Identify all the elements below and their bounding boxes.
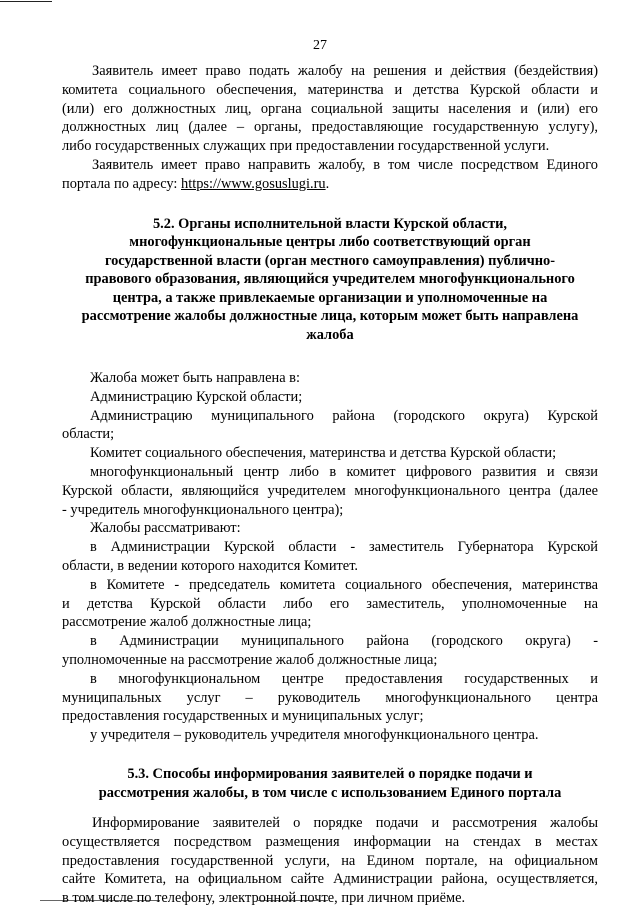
text-line: в том числе по телефону, электронной почте, при личном приёме. <box>62 890 466 907</box>
text-line: Заявитель имеет право направить жалобу, в том числе посредством Единого <box>92 156 598 173</box>
text-line: - учредитель многофункционального центра); <box>62 501 344 518</box>
text-line: Комитет социального обеспечения, материнства и детства Курской области; <box>90 445 557 462</box>
text-line: в Администрации Курской области - заместитель Губернатора Курской <box>90 539 598 556</box>
text-line: области, в ведении которого находится Комитет. <box>62 558 358 575</box>
text-line: Курской области, являющийся учредителем многофункционального центра (далее <box>62 482 598 499</box>
gosuslugi-link[interactable]: https://www.gosuslugi.ru <box>181 175 326 192</box>
text-line: в Администрации муниципального района (городского округа) - <box>90 633 598 650</box>
text-line: Администрацию Курской области; <box>90 388 303 405</box>
section-heading-5-3 <box>62 765 598 802</box>
text-line: (или) его должностных лиц, органа социальной защиты населения и (или) его <box>62 100 598 117</box>
heading-line: рассмотрение жалобы должностные лица, которым может быть направлена <box>81 308 579 325</box>
text-line: в многофункциональном центре предоставления государственных и <box>90 670 598 687</box>
heading-line: государственной власти (орган местного самоуправления) публично- <box>104 252 556 269</box>
text-line: Заявитель имеет право подать жалобу на решения и действия (бездействия) <box>92 63 598 79</box>
text-line: осуществляется посредством размещения информации на стендах в местах <box>62 833 598 850</box>
text-line: рассмотрение жалоб должностные лица; <box>62 614 312 631</box>
heading-line: рассмотрения жалобы, в том числе с использованием Единого портала <box>98 784 562 801</box>
text-line: в Комитете - председатель комитета социального обеспечения, материнства <box>90 576 598 593</box>
section-complaint-addressees <box>62 369 598 745</box>
text-line: области; <box>62 426 115 443</box>
heading-line: центра, а также привлекаемые организации и уполномоченные на <box>112 289 548 306</box>
text-line: Жалоба может быть направлена в: <box>90 370 300 387</box>
text-line: муниципальных услуг – руководитель многофункционального центра <box>62 689 598 706</box>
document-body <box>62 62 598 908</box>
text-line: многофункциональный центр либо в комитет цифрового развития и связи <box>90 464 598 481</box>
section-complaint-right <box>62 62 598 194</box>
text-line: Жалобы рассматривают: <box>90 520 241 537</box>
text-line: Администрацию муниципального района (городского округа) Курской <box>90 407 598 424</box>
text-line: комитета социального обеспечения, материнства и детства Курской области и <box>62 81 598 98</box>
scan-artifact-top <box>0 1 52 2</box>
heading-line: жалоба <box>306 326 354 343</box>
text-line: Информирование заявителей о порядке подачи и рассмотрения жалобы <box>92 815 598 832</box>
text-line: либо государственных служащих при предоставлении государственной услуги. <box>62 138 550 155</box>
heading-line: многофункциональные центры либо соответствующий орган <box>129 234 531 251</box>
text-line: предоставления государственных и муниципальных услуг; <box>62 708 424 725</box>
text-line: у учредителя – руководитель учредителя многофункционального центра. <box>90 727 539 744</box>
text-line: сайте Комитета, на официальном сайте Администрации района, осуществляется, <box>62 871 598 888</box>
page-number: 27 <box>313 38 327 53</box>
text-fragment: . <box>325 175 330 192</box>
heading-line: 5.2. Органы исполнительной власти Курской области, <box>152 215 508 232</box>
text-fragment: портала по адресу: <box>62 175 181 192</box>
heading-line: правового образования, являющийся учредителем многофункционального <box>85 271 575 288</box>
text-line: уполномоченные на рассмотрение жалоб должностные лица; <box>62 652 438 669</box>
text-line: предоставления государственной услуги, на Едином портале, на официальном <box>62 852 598 869</box>
section-heading-5-2 <box>62 215 598 345</box>
text-line: должностных лиц (далее – органы, предоставляющие государственную услугу), <box>62 119 598 136</box>
text-line: и детства Курской области либо его заместитель, уполномоченные на <box>62 595 598 612</box>
text-line <box>62 175 598 194</box>
heading-line: 5.3. Способы информирования заявителей о порядке подачи и <box>127 766 533 783</box>
section-informing <box>62 814 598 908</box>
